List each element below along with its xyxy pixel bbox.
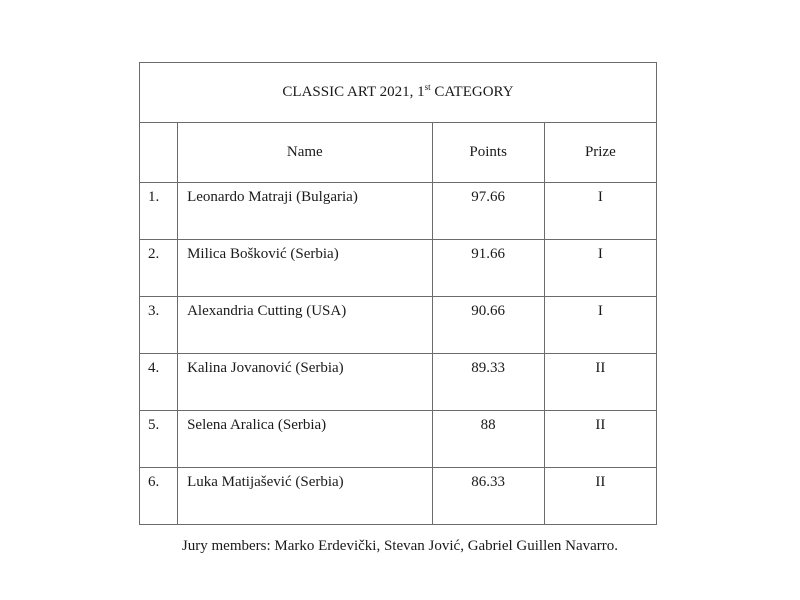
prize-cell: II [544,411,656,468]
header-prize: Prize [544,123,656,183]
prize-cell: II [544,354,656,411]
header-num [140,123,178,183]
table-row [140,468,657,525]
prize-cell: II [544,468,656,525]
rank-cell: 5. [140,411,178,468]
prize-cell: I [544,240,656,297]
header-row [140,123,657,183]
rank-cell: 1. [140,183,178,240]
points-cell: 90.66 [432,297,544,354]
table-title [140,63,657,123]
rank-cell: 3. [140,297,178,354]
title-row [140,63,657,123]
rank-cell: 4. [140,354,178,411]
points-cell: 88 [432,411,544,468]
rank-cell: 2. [140,240,178,297]
prize-cell: I [544,297,656,354]
header-points: Points [432,123,544,183]
table-title-main: CLASSIC ART 2021, 1 [282,84,425,100]
name-cell: Alexandria Cutting (USA) [178,297,432,354]
points-cell: 91.66 [432,240,544,297]
rank-cell: 6. [140,468,178,525]
table-row [140,183,657,240]
results-table [139,62,657,525]
name-cell: Luka Matijašević (Serbia) [178,468,432,525]
jury-members-note: Jury members: Marko Erdevički, Stevan Jović, Gabriel Guillen Navarro. [181,538,619,554]
table-title-rest: CATEGORY [430,84,514,100]
header-name: Name [178,123,432,183]
table-row [140,354,657,411]
name-cell: Milica Bošković (Serbia) [178,240,432,297]
points-cell: 97.66 [432,183,544,240]
name-cell: Selena Aralica (Serbia) [178,411,432,468]
table-row [140,240,657,297]
prize-cell: I [544,183,656,240]
name-cell: Kalina Jovanović (Serbia) [178,354,432,411]
table-row [140,411,657,468]
points-cell: 86.33 [432,468,544,525]
table-body [140,183,657,525]
table-title-superscript: st [424,82,431,92]
points-cell: 89.33 [432,354,544,411]
table-row [140,297,657,354]
name-cell: Leonardo Matraji (Bulgaria) [178,183,432,240]
